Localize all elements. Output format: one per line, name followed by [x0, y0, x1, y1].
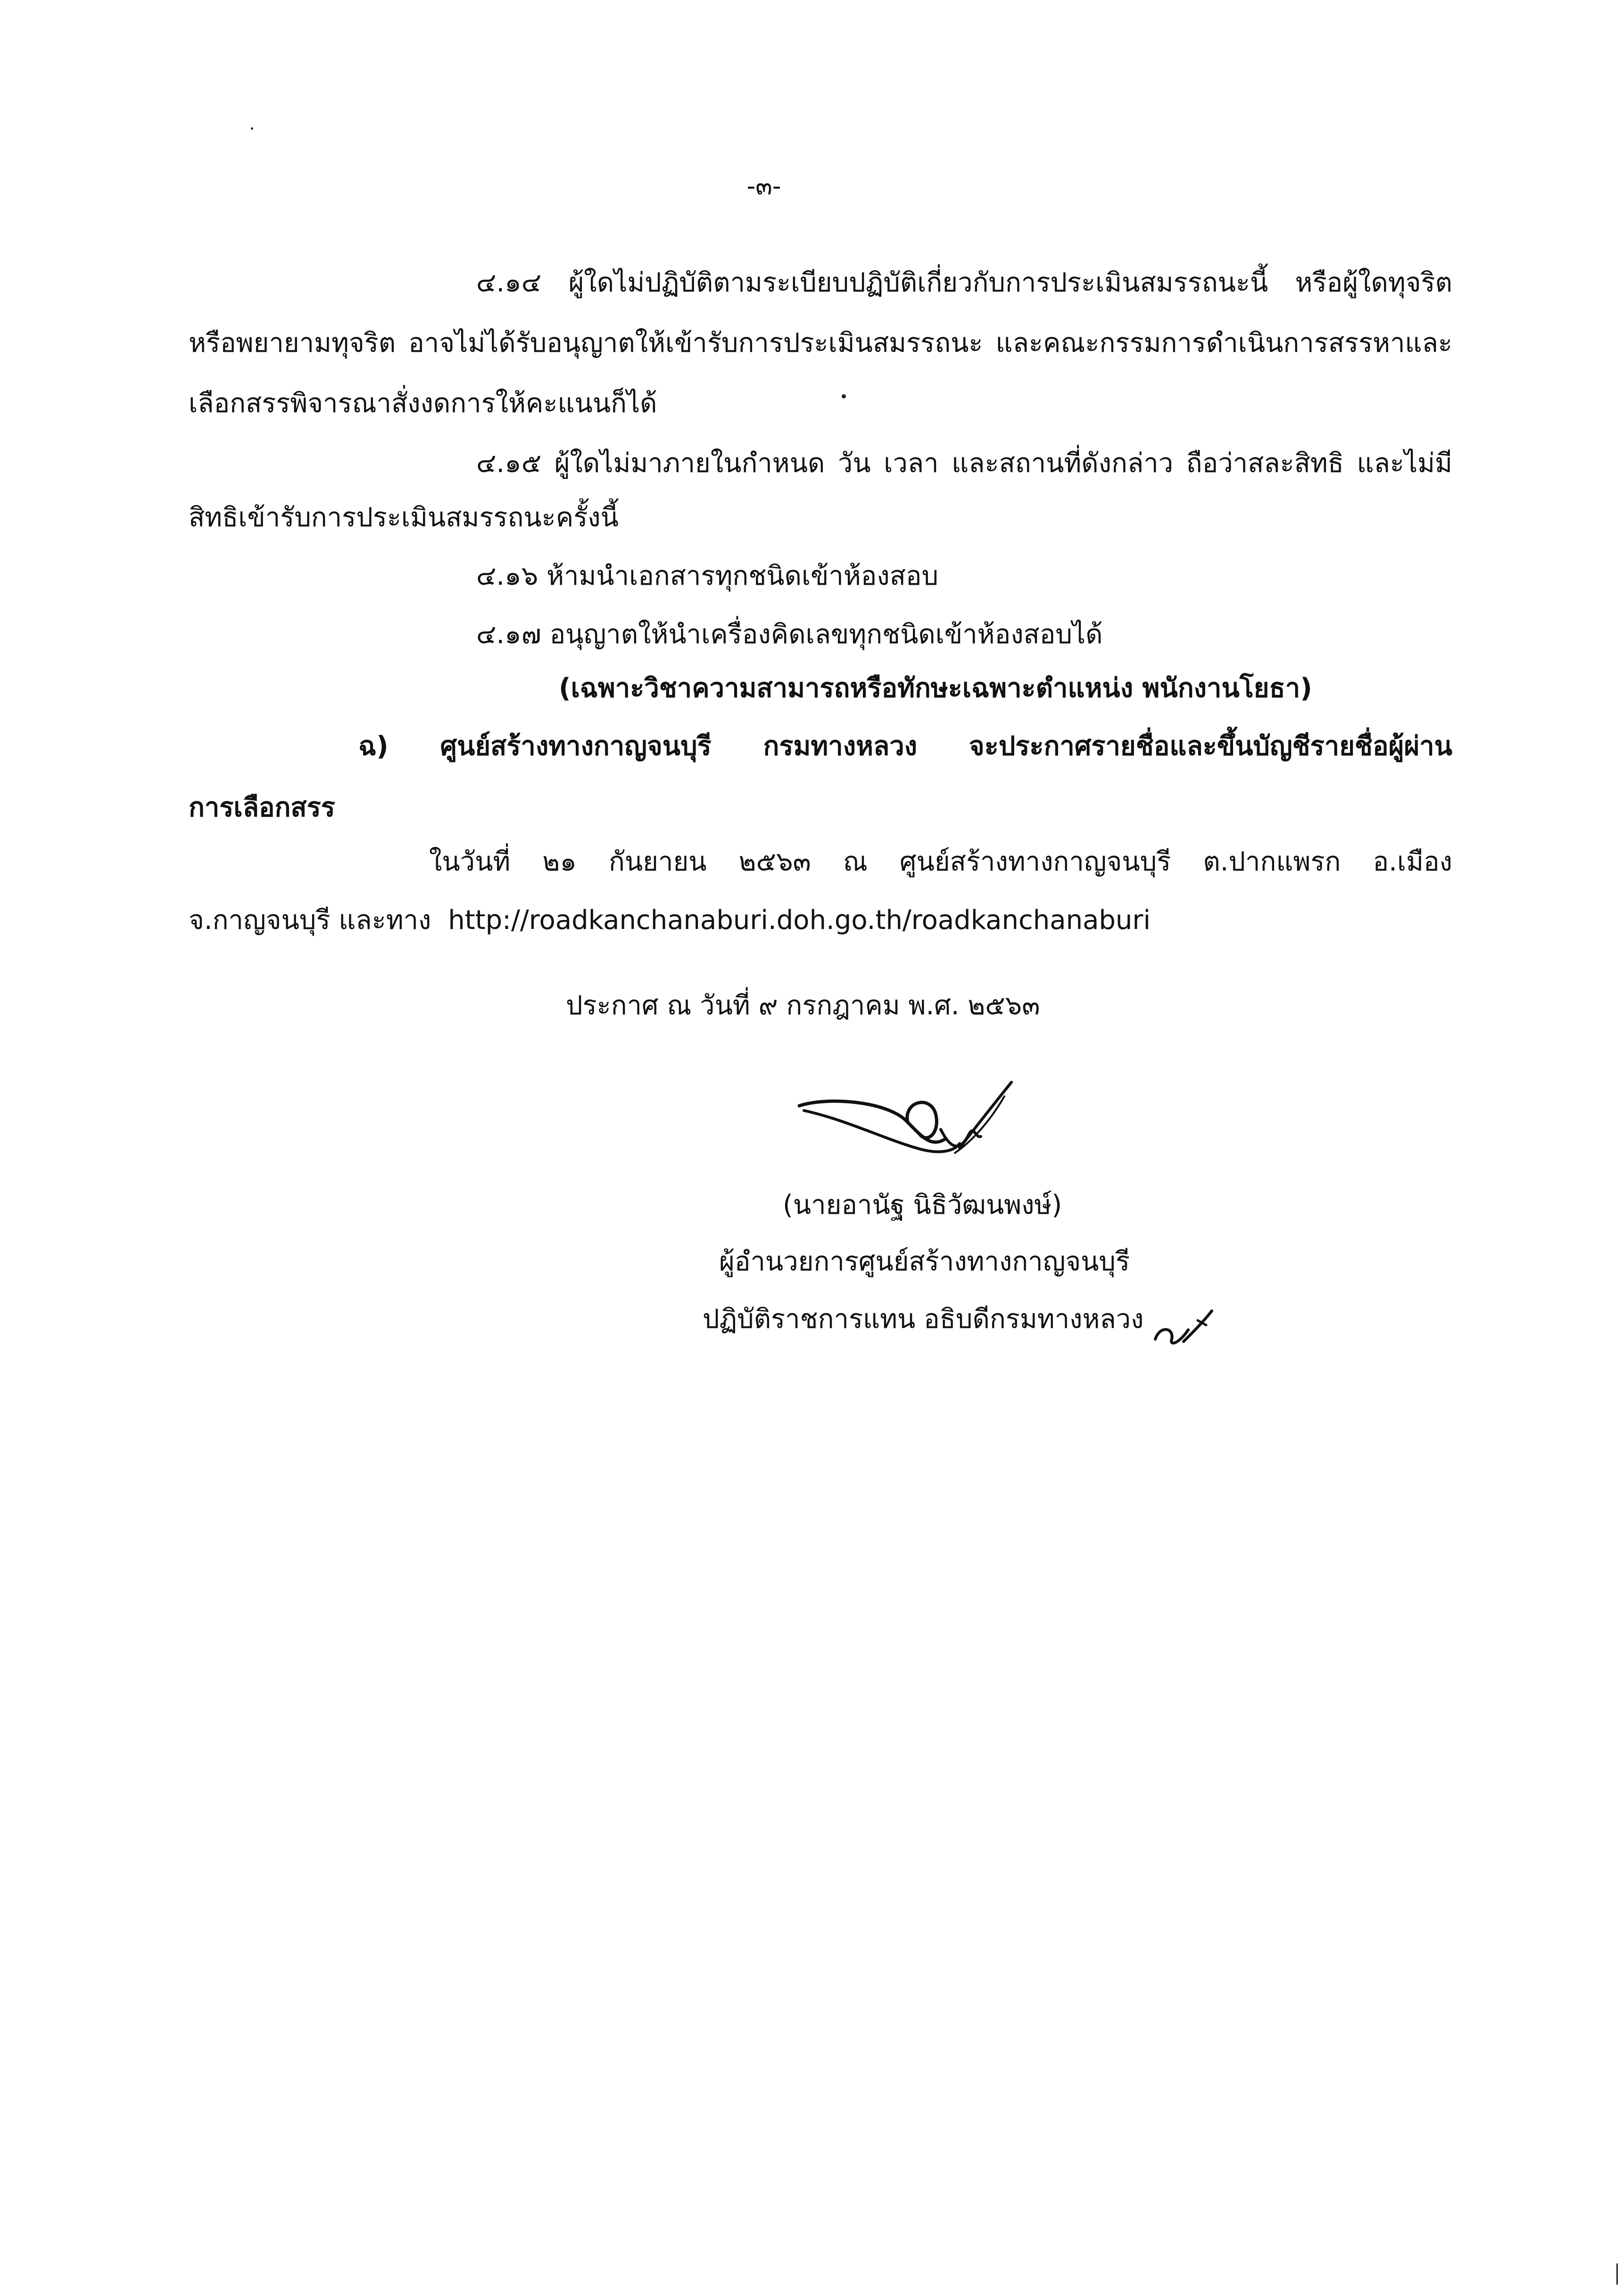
clause-4-15: [476, 450, 1452, 477]
signatory-name: (นายอานัฐ นิธิวัฒนพงษ์): [783, 1190, 1062, 1220]
section-f-body-prefix: จ.กาญจนบุรี และทาง: [189, 905, 431, 936]
scan-speck: [1616, 2263, 1618, 2285]
clause-4-14-line2: หรือพยายามทุจริต อาจไม่ได้รับอนุญาตให้เข้ารับการประเมินสมรรถนะ และคณะกรรมการดำเนินการสรรหาและ: [189, 328, 1452, 358]
section-f-body-line2: [189, 907, 1151, 934]
scan-speck: [251, 127, 253, 130]
clause-text-line1: ผู้ใดไม่ปฏิบัติตามระเบียบปฏิบัติเกี่ยวกับการประเมินสมรรถนะนี้ หรือผู้ใดทุจริต: [568, 267, 1452, 298]
clause-number: ๔.๑๕: [476, 448, 542, 479]
clause-number: ๔.๑๖: [476, 561, 538, 591]
clause-4-14: [476, 267, 1452, 298]
page-number: -๓-: [746, 172, 781, 200]
signature: [790, 1078, 1026, 1200]
clause-4-15-line2: สิทธิเข้ารับการประเมินสมรรถนะครั้งนี้: [189, 502, 619, 533]
signatory-acting-for: ปฏิบัติราชการแทน อธิบดีกรมทางหลวง: [703, 1304, 1144, 1334]
clause-text-line1: อนุญาตให้นำเครื่องคิดเลขทุกชนิดเข้าห้องสอบได้: [549, 619, 1103, 650]
signatory-position: ผู้อำนวยการศูนย์สร้างทางกาญจนบุรี: [719, 1246, 1130, 1277]
clause-4-14-line3: เลือกสรรพิจารณาสั่งงดการให้คะแนนก็ได้: [189, 388, 657, 419]
clause-4-17: [476, 619, 1103, 650]
section-f-heading-line2: การเลือกสรร: [189, 792, 335, 823]
clause-text-line1: ห้ามนำเอกสารทุกชนิดเข้าห้องสอบ: [547, 561, 939, 591]
scan-speck: [842, 394, 846, 398]
clause-text-line1: ผู้ใดไม่มาภายในกำหนด วัน เวลา และสถานที่ดังกล่าว ถือว่าสละสิทธิ และไม่มี: [554, 448, 1452, 479]
clause-4-16: [476, 563, 938, 589]
clause-number: ๔.๑๔: [476, 267, 542, 298]
clause-number: ๔.๑๗: [476, 619, 541, 650]
announcement-date: ประกาศ ณ วันที่ ๙ กรกฎาคม พ.ศ. ๒๕๖๓: [566, 990, 1040, 1021]
initials-mark: [1151, 1306, 1217, 1349]
note-bold: (เฉพาะวิชาความสามารถหรือทักษะเฉพาะตำแหน่ง พนักงานโยธา): [559, 673, 1312, 704]
website-url: http://roadkanchanaburi.doh.go.th/roadkanchanaburi: [448, 905, 1151, 936]
section-f-heading: ฉ) ศูนย์สร้างทางกาญจนบุรี กรมทางหลวง จะประกาศรายชื่อและขึ้นบัญชีรายชื่อผู้ผ่าน: [358, 731, 1452, 762]
section-f-body-line1: ในวันที่ ๒๑ กันยายน ๒๕๖๓ ณ ศูนย์สร้างทางกาญจนบุรี ต.ปากแพรก อ.เมือง: [429, 846, 1452, 877]
